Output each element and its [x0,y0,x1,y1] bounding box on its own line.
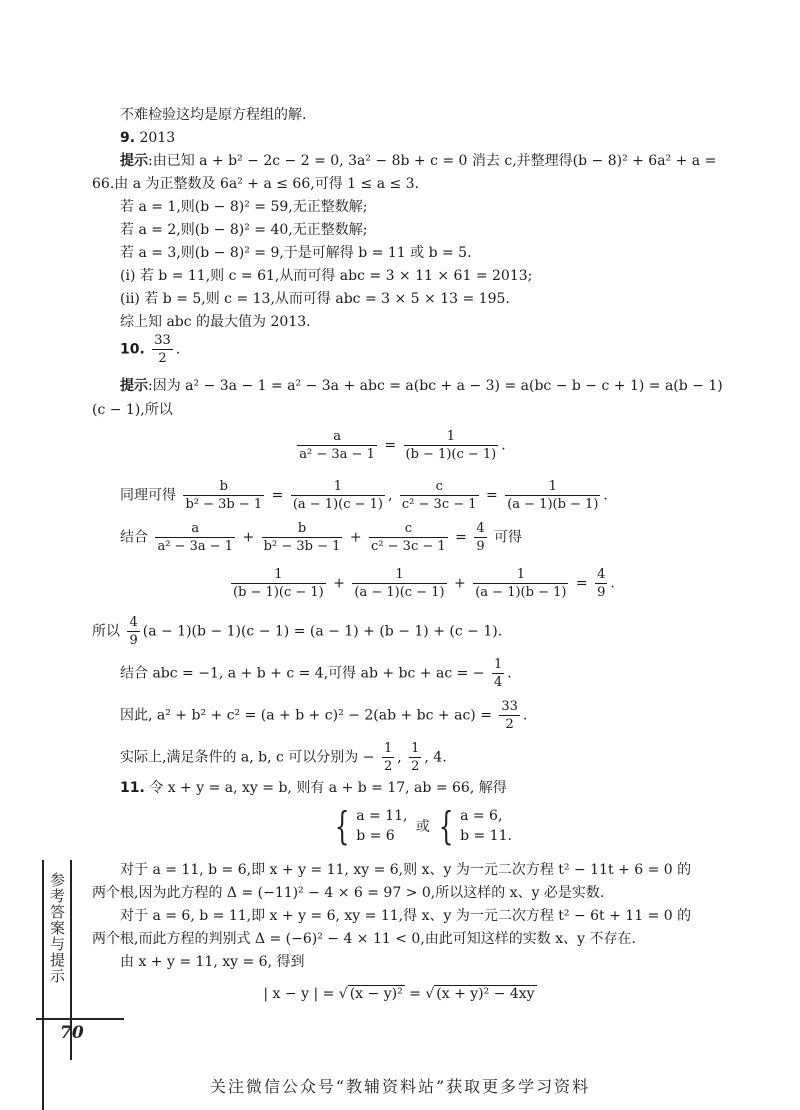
problem-10-heading: 10. $\frac{33}{2}$ . [120,333,181,366]
equation-hence: 因此, a² + b² + c² = (a + b + c)² − 2(ab + bc + ac) = $\frac{33}{2}$ . [120,699,528,732]
equation-combine: 结合 $\frac{a}{\text{a² − 3a − 1}}$ + $\frac{b}{\text{b² − 3b − 1}}$ + $\frac{c}{\text{c² − 3c − 1}}$ = $\frac{4}{9}$ 可得 [120,521,523,554]
hint-label: 提示 [120,153,148,169]
fraction: $\frac{1}{(a - 1)(c - 1)}$ [354,567,445,600]
hint-line [120,151,716,171]
side-label: 参考答案与提示 [48,872,66,984]
hint-text: :因为 a² − 3a − 1 = a² − 3a + abc = a(bc + a − 3) = a(bc − b − c + 1) = a(b − 1) [148,378,723,394]
text-line: 若 a = 1,则(b − 8)² = 59,无正整数解; [120,199,368,215]
fraction: $\frac{1}{(a - 1)(b - 1)}$ [475,567,567,600]
text-line: 不难检验这均是原方程组的解. [120,107,307,123]
fraction: $\frac{1}{2}$ [411,741,420,774]
equation-combine-2: 结合 abc = −1, a + b + c = 4,可得 ab + bc + ac = − $\frac{1}{4}$ . [120,657,512,690]
text-line: 综上知 abc 的最大值为 2013. [120,314,311,330]
left-brace: { [334,804,350,848]
text-line: (ii) 若 b = 5,则 c = 13,从而可得 abc = 3 × 5 × 13 = 195. [120,291,510,307]
equation-2: $\frac{1}{(b - 1)(c - 1)}$ + $\frac{1}{(a - 1)(c - 1)}$ + $\frac{1}{(a - 1)(b - 1)}$ = $\frac{4}{9}$ . [233,567,615,600]
fraction: $\frac{b}{\text{b² − 3b − 1}}$ [263,521,341,554]
fraction: $\frac{1}{(a - 1)(b - 1)}$ [507,479,599,512]
fraction: $\frac{4}{9}$ [597,567,606,600]
footer-note: 关注微信公众号“教辅资料站”获取更多学习资料 [209,1077,591,1096]
hint-line [120,376,723,396]
equation-so: 所以 $\frac{4}{9}$ (a − 1)(b − 1)(c − 1) = (a − 1) + (b − 1) + (c − 1). [92,615,503,648]
fraction: $\frac{1}{4}$ [494,657,503,690]
fraction: $\frac{1}{2}$ [383,741,393,774]
side-tab [38,860,70,1110]
fraction: $\frac{33}{2}$ [154,333,171,366]
problem-number: 10. [120,341,145,358]
sqrt-expression: √ (x − y)² [338,986,403,1002]
text-line: 两个根,因为此方程的 Δ = (−11)² − 4 × 6 = 97 > 0,所以这样的 x、y 必是实数. [92,885,605,901]
text-line: 66.由 a 为正整数及 6a² + a ≤ 66,可得 1 ≤ a ≤ 3. [92,176,420,192]
fraction: $\frac{c}{\text{c² − 3c − 1}}$ [371,521,446,554]
text-line: 若 a = 2,则(b − 8)² = 40,无正整数解; [120,222,368,238]
text-line: (i) 若 b = 11,则 c = 61,从而可得 abc = 3 × 11 × 61 = 2013; [120,268,533,284]
fraction: $\frac{1}{(b - 1)(c - 1)}$ [233,567,324,600]
text-line: 两个根,而此方程的判别式 Δ = (−6)² − 4 × 11 < 0,由此可知这样的实数 x、y 不存在. [92,931,636,947]
equation-1: $\frac{a}{\text{a² − 3a − 1}}$ = $\frac{1}{(b - 1)(c - 1)}$ . [299,429,506,462]
equation-actual: 实际上,满足条件的 a, b, c 可以分别为 − $\frac{1}{2}$ , $\frac{1}{2}$ , 4. [120,741,447,774]
problem-11-heading: 11. 令 x + y = a, xy = b, 则有 a + b = 17, ab = 66, 解得 [120,780,507,796]
fraction: $\frac{1}{(b - 1)(c - 1)}$ [405,429,497,462]
divider [42,860,44,1110]
equation-same: 同理可得 $\frac{b}{\text{b² − 3b − 1}}$ = $\frac{1}{(a - 1)(c - 1)}$ , $\frac{c}{\text{c² − 3c − 1}}$ = $\frac{1}{(a - 1)(b - 1)}$ . [120,479,608,512]
fraction: $\frac{c}{\text{c² − 3c − 1}}$ [401,479,477,512]
text-line: (c − 1),所以 [92,402,173,418]
left-brace: { [438,804,454,848]
problem-9-heading [120,128,175,148]
equation-system: { a = 11, b = 6 或 { a = 6, b = 11. [334,804,512,848]
answer-value: 2013 [139,130,176,146]
text-line: 对于 a = 6, b = 11,即 x + y = 6, xy = 11,得 x、y 为一元二次方程 t² − 6t + 11 = 0 的 [120,908,692,924]
fraction: $\frac{1}{(a - 1)(c - 1)}$ [292,479,383,512]
page-number: 70 [36,1018,124,1044]
hint-text: :由已知 a + b² − 2c − 2 = 0, 3a² − 8b + c = 0 消去 c,并整理得(b − 8)² + 6a² + a = [148,153,717,169]
fraction: $\frac{33}{2}$ [501,699,518,732]
fraction: $\frac{b}{\text{b² − 3b − 1}}$ [185,479,263,512]
hint-label: 提示 [120,378,148,394]
fraction: $\frac{4}{9}$ [476,521,485,554]
equation-last: | x − y | = √ (x − y)² = √ (x + y)² − 4xy [263,986,535,1002]
problem-number: 9. [120,130,136,146]
fraction: $\frac{4}{9}$ [129,615,138,648]
fraction: $\frac{a}{\text{a² − 3a − 1}}$ [299,429,375,462]
text-line: 由 x + y = 11, xy = 6, 得到 [120,954,305,970]
problem-number: 11. [120,780,145,796]
sqrt-expression: √ (x + y)² − 4xy [425,986,535,1002]
text-line: 对于 a = 11, b = 6,即 x + y = 11, xy = 6,则 x、y 为一元二次方程 t² − 11t + 6 = 0 的 [120,862,692,878]
text-line: 若 a = 3,则(b − 8)² = 9,于是可解得 b = 11 或 b = 5. [120,245,472,261]
fraction: $\frac{a}{\text{a² − 3a − 1}}$ [157,521,234,554]
